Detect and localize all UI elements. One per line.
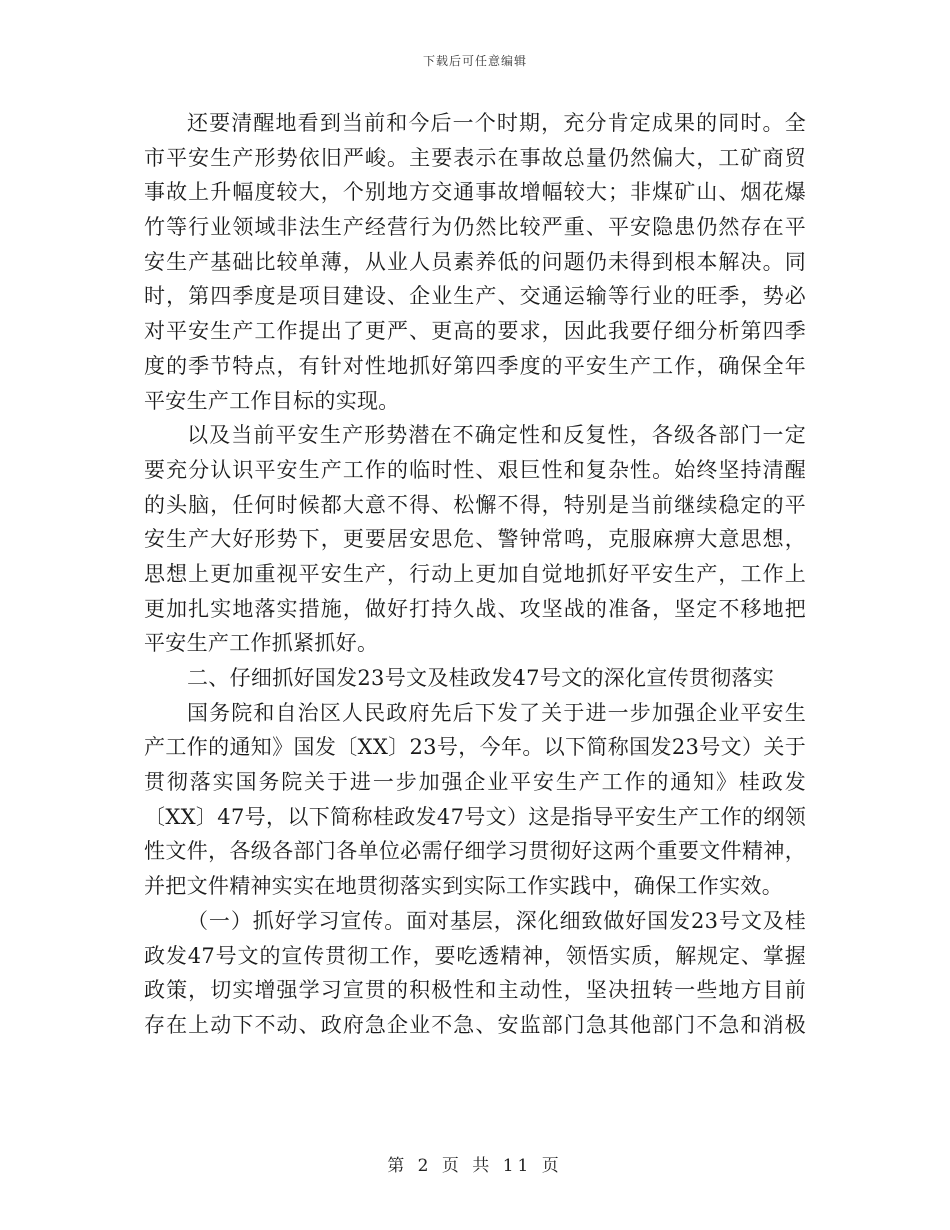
- document-body: [144, 108, 806, 1045]
- paragraph-line: 度的季节特点，有针对性地抓好第四季度的平安生产工作，确保全年: [144, 353, 806, 378]
- paragraph-line: 事故上升幅度较大，个别地方交通事故增幅较大；非煤矿山、烟花爆: [144, 180, 806, 205]
- paragraph-line: 时，第四季度是项目建设、企业生产、交通运输等行业的旺季，势必: [144, 284, 806, 309]
- paragraph-line: 〔XX〕47号，以下简称桂政发47号文）这是指导平安生产工作的纲领: [144, 804, 806, 829]
- paragraph-line: 国务院和自治区人民政府先后下发了关于进一步加强企业平安生: [187, 700, 806, 725]
- paragraph-line: 平安生产工作目标的实现。: [144, 388, 400, 413]
- paragraph-line: 竹等行业领域非法生产经营行为仍然比较严重、平安隐患仍然存在平: [144, 215, 806, 240]
- section-heading: 二、仔细抓好国发23号文及桂政发47号文的深化宣传贯彻落实: [187, 666, 775, 690]
- paragraph-line: 政发47号文的宣传贯彻工作，要吃透精神，领悟实质，解规定、掌握: [144, 943, 806, 968]
- paragraph-line: 贯彻落实国务院关于进一步加强企业平安生产工作的通知》桂政发: [144, 770, 806, 795]
- paragraph-line: 存在上动下不动、政府急企业不急、安监部门急其他部门不急和消极: [144, 1012, 806, 1037]
- paragraph-line: 政策，切实增强学习宣贯的积极性和主动性，坚决扭转一些地方目前: [144, 978, 806, 1003]
- paragraph-line: 性文件，各级各部门各单位必需仔细学习贯彻好这两个重要文件精神，: [144, 839, 806, 864]
- paragraph-line: 还要清醒地看到当前和今后一个时期，充分肯定成果的同时。全: [187, 111, 806, 135]
- paragraph-line: 以及当前平安生产形势潜在不确定性和反复性，各级各部门一定: [187, 423, 806, 448]
- paragraph-line: 对平安生产工作提出了更严、更高的要求，因此我要仔细分析第四季: [144, 319, 806, 344]
- paragraph-line: 产工作的通知》国发〔XX〕23号，今年。以下简称国发23号文）关于: [144, 735, 806, 760]
- paragraph-line: 安生产基础比较单薄，从业人员素养低的问题仍未得到根本解决。同: [144, 249, 806, 274]
- page-number: 第 2 页 共 11 页: [387, 1156, 563, 1176]
- paragraph-line: （一）抓好学习宣传。面对基层，深化细致做好国发23号文及桂: [187, 908, 806, 933]
- paragraph-line: 的头脑，任何时候都大意不得、松懈不得，特别是当前继续稳定的平: [144, 492, 806, 517]
- page-header: 下载后可任意编辑: [422, 54, 527, 68]
- paragraph-line: 并把文件精神实实在地贯彻落实到实际工作实践中，确保工作实效。: [144, 874, 783, 899]
- paragraph-line: 更加扎实地落实措施，做好打持久战、攻坚战的准备，坚定不移地把: [144, 596, 806, 621]
- paragraph-line: 思想上更加重视平安生产，行动上更加自觉地抓好平安生产，工作上: [144, 561, 806, 586]
- paragraph-line: 平安生产工作抓紧抓好。: [144, 631, 379, 656]
- paragraph-line: 市平安生产形势依旧严峻。主要表示在事故总量仍然偏大，工矿商贸: [144, 145, 806, 170]
- paragraph-line: 安生产大好形势下，更要居安思危、警钟常鸣，克服麻痹大意思想，: [144, 527, 806, 552]
- paragraph-line: 要充分认识平安生产工作的临时性、艰巨性和复杂性。始终坚持清醒: [144, 457, 806, 482]
